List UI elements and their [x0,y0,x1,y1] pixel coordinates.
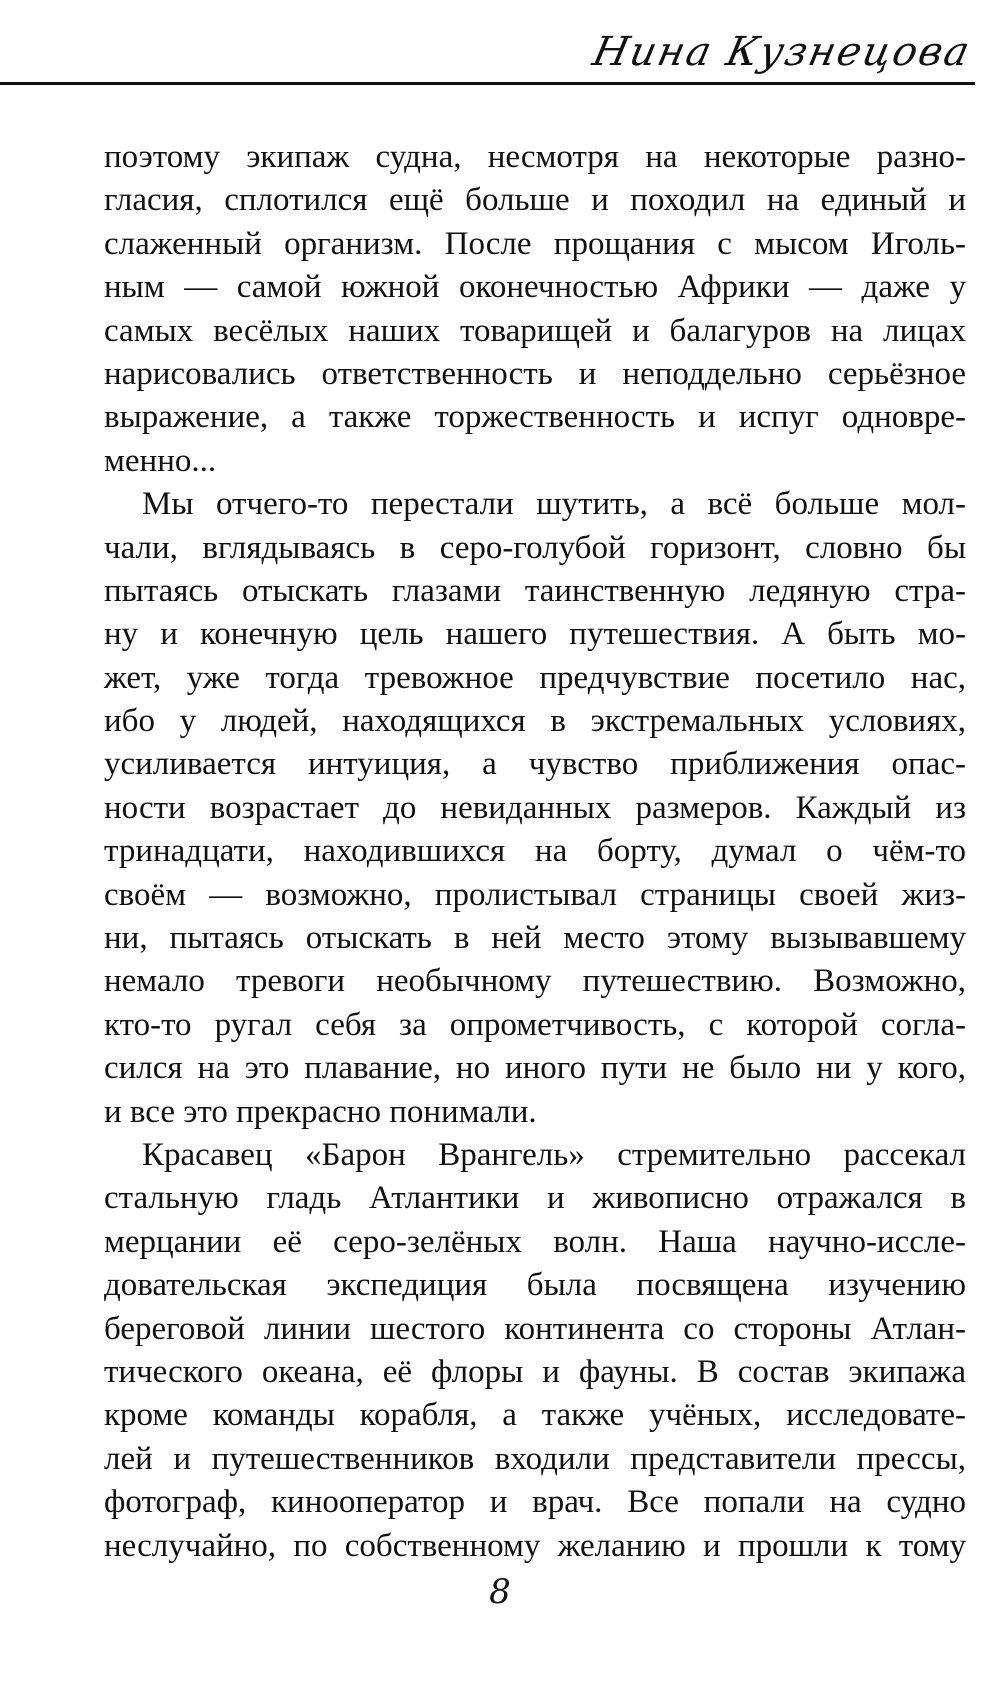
header-rule [0,82,975,85]
paragraph-start-line: Красавец «Барон Врангель» стремительно рассекал [142,1136,966,1173]
text-line: лей и путешественников входили представители прессы, [104,1440,966,1477]
text-line: сился на это плавание, но иного пути не было ни у кого, [104,1050,966,1087]
text-line: кроме команды корабля, а также учёных, исследовате- [104,1397,966,1434]
text-line: тического океана, её флоры и фауны. В состав экипажа [104,1353,966,1390]
text-line: немало тревоги необычному путешествию. Возможно, [104,963,966,1000]
text-line: кто-то ругал себя за опрометчивость, с которой согла- [104,1006,966,1043]
body-text [104,136,966,1568]
text-line: береговой линии шестого континента со стороны Атлан- [104,1310,966,1347]
running-head [589,8,976,78]
text-line: ибо у людей, находящихся в экстремальных условиях, [104,703,966,740]
text-line: жет, уже тогда тревожное предчувствие посетило нас, [104,659,966,696]
text-line: ности возрастает до невиданных размеров. Каждый из [104,789,966,826]
text-line: мерцании её серо-зелёных волн. Наша научно-иссле- [104,1223,966,1260]
text-line: ни, пытаясь отыскать в ней место этому вызывавшему [104,920,966,957]
text-line: чали, вглядываясь в серо-голубой горизонт, словно бы [104,529,966,566]
paragraph-start-line: Мы отчего-то перестали шутить, а всё больше мол- [142,486,966,523]
page-number: 8 [489,1572,511,1612]
text-line: стальную гладь Атлантики и живописно отражался в [104,1180,966,1217]
text-line: ным — самой южной оконечностью Африки — даже у [104,269,966,306]
text-line: довательская экспедиция была посвящена изучению [104,1267,966,1304]
text-line: тринадцати, находившихся на борту, думал о чём-то [104,833,966,870]
paragraph-end-line: менно... [104,442,217,479]
text-line: пытаясь отыскать глазами таинственную ледяную стра- [104,572,966,609]
text-line: поэтому экипаж судна, несмотря на некоторые разно- [104,139,966,175]
text-line: слаженный организм. После прощания с мысом Иголь- [104,225,966,262]
text-line: фотограф, кинооператор и врач. Все попали на судно [104,1484,966,1521]
text-line: своём — возможно, пролистывал страницы своей жиз- [104,876,966,913]
text-line: выражение, а также торжественность и испуг одновре- [104,399,966,436]
author-name: Нина Кузнецова [589,29,976,75]
text-line: нарисовались ответственность и неподдельно серьёзное [104,355,966,392]
text-line: усиливается интуиция, а чувство приближения опас- [104,746,966,783]
text-line: ну и конечную цель нашего путешествия. А быть мо- [104,616,966,653]
text-line: самых весёлых наших товарищей и балагуров на лицах [104,312,966,349]
paragraph-end-line: и все это прекрасно понимали. [104,1093,537,1130]
text-line: неслучайно, по собственному желанию и прошли к тому [104,1527,966,1564]
text-line: гласия, сплотился ещё больше и походил на единый и [104,182,966,219]
